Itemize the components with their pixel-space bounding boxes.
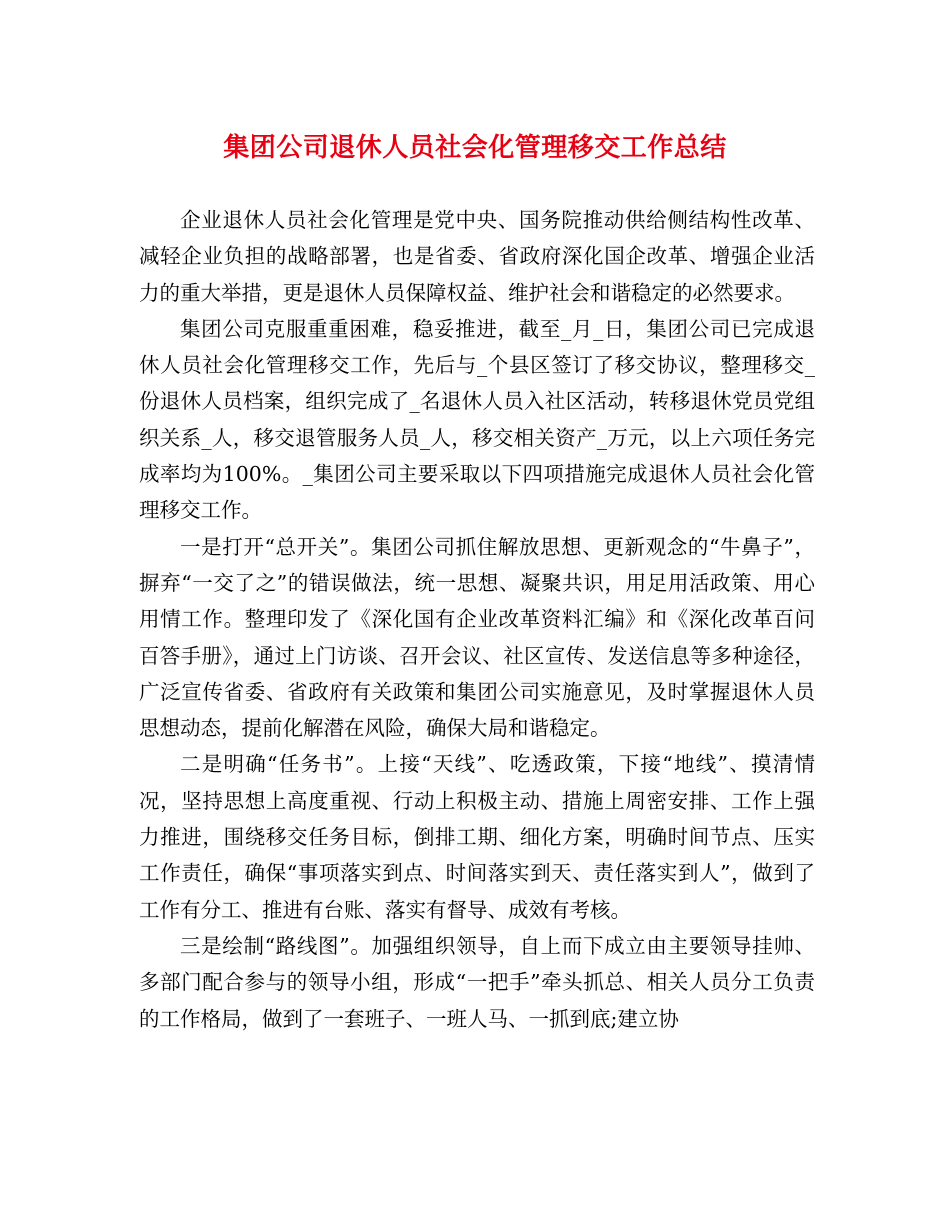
paragraph-measure-three: 三是绘制“路线图”。加强组织领导，自上而下成立由主要领导挂帅、多部门配合参与的领导小组，形成“一把手”牵头抓总、相关人员分工负责的工作格局，做到了一套班子、一班人马、一抓到底;建立协 [139,933,815,1031]
paragraph-measure-two: 二是明确“任务书”。上接“天线”、吃透政策，下接“地线”、摸清情况，坚持思想上高度重视、行动上积极主动、措施上周密安排、工作上强力推进，围绕移交任务目标，倒排工期、细化方案，明确时间节点、压实工作责任，确保“事项落实到点、时间落实到天、责任落实到人”，做到了工作有分工、推进有台账、落实有督导、成效有考核。 [139,752,815,922]
document-body [139,202,815,1037]
document-title: 集团公司退休人员社会化管理移交工作总结 [223,133,727,163]
paragraph-progress: 集团公司克服重重困难，稳妥推进，截至_月_日，集团公司已完成退休人员社会化管理移交工作，先后与_个县区签订了移交协议，整理移交_份退休人员档案，组织完成了_名退休人员入社区活动，转移退休党员党组织关系_人，移交退管服务人员_人，移交相关资产_万元，以上六项任务完成率均为100%。_集团公司主要采取以下四项措施完成退休人员社会化管理移交工作。 [139,316,815,523]
paragraph-intro: 企业退休人员社会化管理是党中央、国务院推动供给侧结构性改革、减轻企业负担的战略部署，也是省委、省政府深化国企改革、增强企业活力的重大举措，更是退休人员保障权益、维护社会和谐稳定的必然要求。 [139,208,815,305]
paragraph-measure-one: 一是打开“总开关”。集团公司抓住解放思想、更新观念的“牛鼻子”，摒弃“一交了之”的错误做法，统一思想、凝聚共识，用足用活政策、用心用情工作。整理印发了《深化国有企业改革资料汇编》和《深化改革百问百答手册》，通过上门访谈、召开会议、社区宣传、发送信息等多种途径，广泛宣传省委、省政府有关政策和集团公司实施意见，及时掌握退休人员思想动态，提前化解潜在风险，确保大局和谐稳定。 [139,534,815,741]
